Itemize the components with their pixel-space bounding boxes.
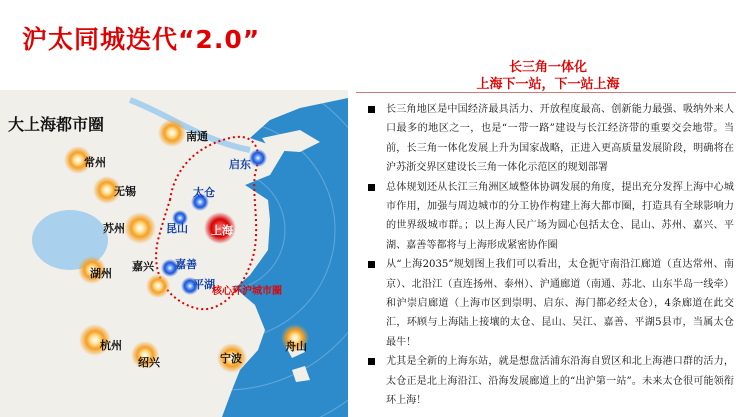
bullet-icon [368, 261, 375, 268]
city-label: 绍兴 [138, 356, 160, 369]
city-label: 太仓 [193, 186, 215, 199]
city-dot-nantong [158, 119, 186, 147]
city-label: 上海 [211, 224, 233, 237]
body-text [368, 100, 734, 411]
paragraph-text: 尤其是全新的上海东站，就是想盘活浦东沿海自贸区和北上海港口群的活力，太仓正是北上海沿江、沿海发展廊道上的“出沪第一站”。未来太仓很可能领衔环上海！ [386, 356, 734, 407]
page-title: 沪太同城迭代“2.0” [22, 25, 261, 54]
city-label: 嘉善 [175, 258, 197, 271]
bullet-icon [368, 358, 375, 365]
divider [356, 92, 736, 93]
city-label: 平湖 [193, 278, 215, 291]
paragraph-4 [368, 352, 734, 410]
city-label: 南通 [186, 130, 208, 143]
core-ring-label: 核心环沪城市圈 [212, 286, 282, 297]
city-label: 常州 [84, 156, 106, 169]
paragraph-text: 总体规划还从长江三角洲区域整体协调发展的角度，提出充分发挥上海中心城市作用，加强与周边城市的分工协作构建上海大都市圈，打造具有全球影响力的世界级城市群。；以上海人民广场为圆心包括太仓、昆山、苏州、嘉兴、平湖、嘉善等都将与上海形成紧密协作圈 [386, 181, 734, 251]
city-label: 宁波 [220, 352, 242, 365]
paragraph-1 [368, 100, 734, 178]
metro-map [0, 90, 348, 417]
city-dot-jiaxing [146, 274, 170, 298]
city-label: 湖州 [90, 267, 112, 280]
subtitle-line2: 上海下一站，下一站上海 [476, 77, 620, 92]
city-label: 嘉兴 [132, 260, 154, 273]
city-label: 舟山 [285, 340, 307, 353]
bullet-icon [368, 184, 375, 191]
city-label: 昆山 [166, 222, 188, 235]
city-label: 杭州 [100, 339, 122, 352]
city-dot-qidong [249, 149, 267, 167]
map-graphic [0, 90, 348, 417]
paragraph-3 [368, 255, 734, 352]
subtitle-line1: 长三角一体化 [508, 60, 587, 75]
paragraph-text: 从“上海2035”规划图上我们可以看出，太仓扼守南沿江廊道（直达常州、南京）、北沿江（直连扬州、泰州）、沪通廊道（南通、苏北、山东半岛一线牵）和沪崇启廊道（上海市区到崇明、启东、海门都必经太仓），4条廊道在此交汇，环顾与上海陆上接壤的太仓、昆山、吴江、嘉善、平湖5县市，当属太仓最牛！ [386, 259, 734, 348]
city-label: 无锡 [114, 185, 136, 198]
city-label: 苏州 [103, 222, 125, 235]
city-label: 启东 [229, 158, 251, 171]
bullet-icon [368, 106, 375, 113]
map-title: 大上海都市圈 [8, 115, 105, 134]
paragraph-2 [368, 178, 734, 256]
city-dot-suzhou [124, 212, 156, 244]
paragraph-text: 长三角地区是中国经济最具活力、开放程度最高、创新能力最强、吸纳外来人口最多的地区之一，也是“一带一路”建设与长江经济带的重要交会地带。当前，长三角一体化发展上升为国家战略，正进入更高质量发展阶段，明确将在沪苏浙交界区建设长三角一体化示范区的规划部署 [386, 104, 734, 174]
